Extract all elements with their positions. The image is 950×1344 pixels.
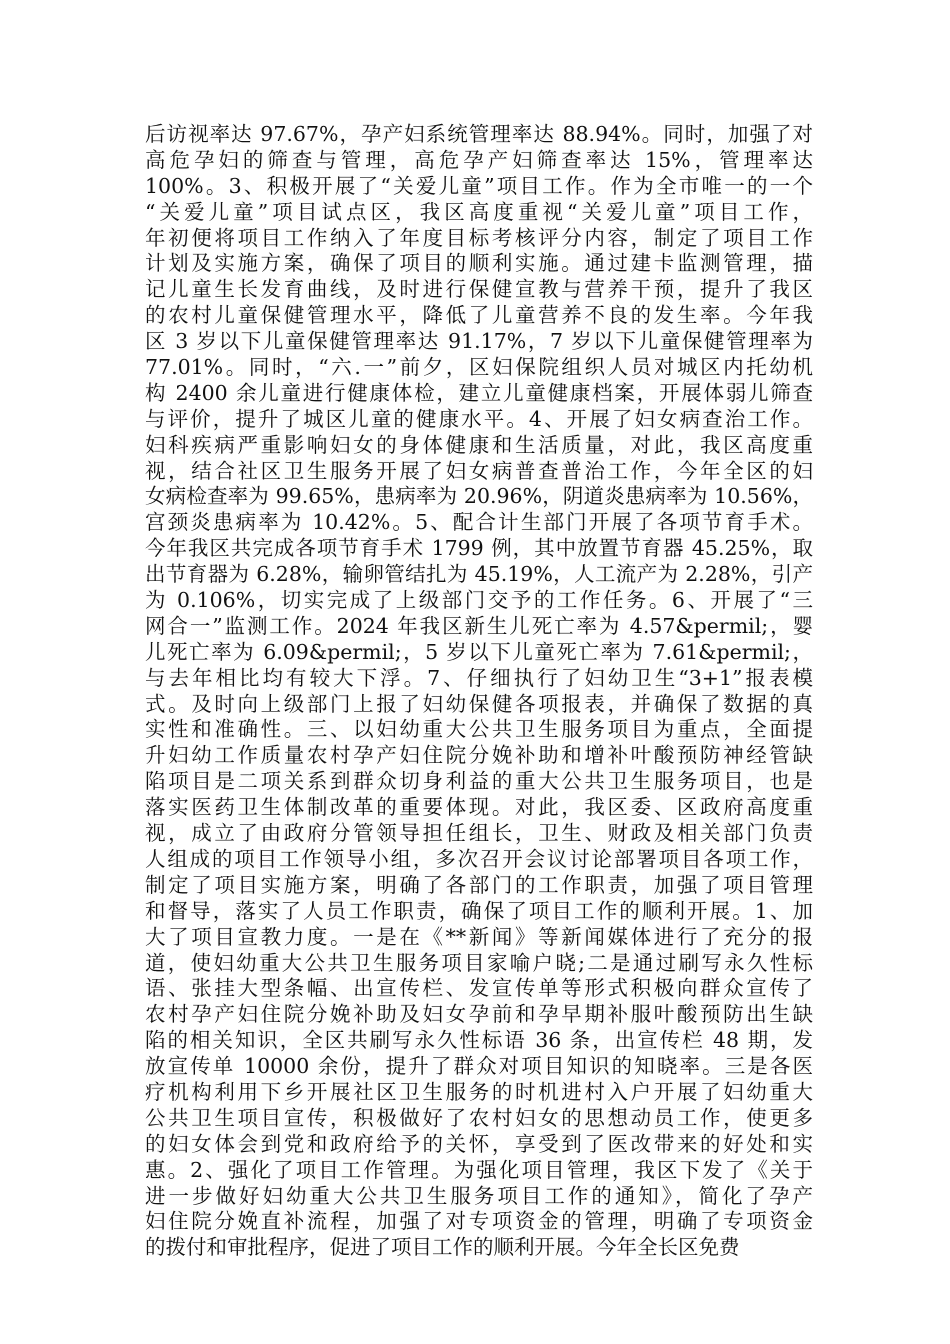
text-line: 区 3 岁以下儿童保健管理率达 91.17%，7 岁以下儿童保健管理率为 [145,329,813,354]
text-line: 100%。3、积极开展了“关爱儿童”项目工作。作为全市唯一的一个 [145,173,813,198]
text-line: 计划及实施方案，确保了项目的顺利实施。通过建卡监测管理，描 [145,251,813,276]
text-line: 与去年相比均有较大下浮。7、仔细执行了妇幼卫生“3+1”报表模 [145,665,813,690]
text-line: 和督导，落实了人员工作职责，确保了项目工作的顺利开展。1、加 [145,898,813,923]
text-line: 视，成立了由政府分管领导担任组长，卫生、财政及相关部门负责 [145,821,813,846]
text-line: 为 0.106%，切实完成了上级部门交予的工作任务。6、开展了“三 [145,588,813,613]
text-line: 今年我区共完成各项节育手术 1799 例，其中放置节育器 45.25%，取 [145,536,813,561]
text-line: 陷项目是二项关系到群众切身利益的重大公共卫生服务项目，也是 [145,769,813,794]
body-text [145,122,813,1261]
text-line: 升妇幼工作质量农村孕产妇住院分娩补助和增补叶酸预防神经管缺 [145,743,813,768]
text-line: 网合一”监测工作。2024 年我区新生儿死亡率为 4.57&permil;，婴 [145,613,813,638]
text-line: 大了项目宣教力度。一是在《**新闻》等新闻媒体进行了充分的报 [145,924,813,949]
text-line: 记儿童生长发育曲线，及时进行保健宣教与营养干预，提升了我区 [145,277,813,302]
text-line: 式。及时向上级部门上报了妇幼保健各项报表，并确保了数据的真 [145,691,813,716]
text-line: 道，使妇幼重大公共卫生服务项目家喻户晓;二是通过刷写永久性标 [145,950,813,975]
text-line: 的妇女体会到党和政府给予的关怀，享受到了医改带来的好处和实 [145,1131,813,1156]
text-line: 视，结合社区卫生服务开展了妇女病普查普治工作，今年全区的妇 [145,458,813,483]
text-line: 高危孕妇的筛查与管理，高危孕产妇筛查率达 15%，管理率达 [145,147,813,172]
text-line: 语、张挂大型条幅、出宣传栏、发宣传单等形式积极向群众宣传了 [145,976,813,1001]
text-line: 疗机构利用下乡开展社区卫生服务的时机进村入户开展了妇幼重大 [145,1079,813,1104]
text-line: 妇住院分娩直补流程，加强了对专项资金的管理，明确了专项资金 [145,1209,813,1234]
text-line: 进一步做好妇幼重大公共卫生服务项目工作的通知》，简化了孕产 [145,1183,813,1208]
text-line: 实性和准确性。三、以妇幼重大公共卫生服务项目为重点，全面提 [145,717,813,742]
text-line: 放宣传单 10000 余份，提升了群众对项目知识的知晓率。三是各医 [145,1054,813,1079]
text-line: 妇科疾病严重影响妇女的身体健康和生活质量，对此，我区高度重 [145,432,813,457]
text-line: 构 2400 余儿童进行健康体检，建立儿童健康档案，开展体弱儿筛查 [145,380,813,405]
text-line: 年初便将项目工作纳入了年度目标考核评分内容，制定了项目工作 [145,225,813,250]
text-line: 出节育器为 6.28%，输卵管结扎为 45.19%，人工流产为 2.28%，引产 [145,562,813,587]
text-line: 陷的相关知识，全区共刷写永久性标语 36 条，出宣传栏 48 期，发 [145,1028,813,1053]
text-line: 惠。2、强化了项目工作管理。为强化项目管理，我区下发了《关于 [145,1157,813,1182]
text-line: “关爱儿童”项目试点区，我区高度重视“关爱儿童”项目工作， [145,199,813,224]
text-line: 宫颈炎患病率为 10.42%。5、配合计生部门开展了各项节育手术。 [145,510,813,535]
text-line: 女病检查率为 99.65%，患病率为 20.96%，阴道炎患病率为 10.56%， [145,484,813,509]
text-line: 人组成的项目工作领导小组，多次召开会议讨论部署项目各项工作， [145,846,813,871]
text-line: 与评价，提升了城区儿童的健康水平。4、开展了妇女病查治工作。 [145,406,813,431]
text-line: 77.01%。同时，“六.一”前夕，区妇保院组织人员对城区内托幼机 [145,355,813,380]
text-line: 农村孕产妇住院分娩补助及妇女孕前和孕早期补服叶酸预防出生缺 [145,1002,813,1027]
text-line: 制定了项目实施方案，明确了各部门的工作职责，加强了项目管理 [145,872,813,897]
text-line: 的农村儿童保健管理水平，降低了儿童营养不良的发生率。今年我 [145,303,813,328]
text-line: 公共卫生项目宣传，积极做好了农村妇女的思想动员工作，使更多 [145,1105,813,1130]
text-line: 的拨付和审批程序，促进了项目工作的顺利开展。今年全长区免费 [145,1235,740,1260]
text-line: 儿死亡率为 6.09&permil;，5 岁以下儿童死亡率为 7.61&permil;， [145,639,813,664]
text-line: 落实医药卫生体制改革的重要体现。对此，我区委、区政府高度重 [145,795,813,820]
text-line: 后访视率达 97.67%，孕产妇系统管理率达 88.94%。同时，加强了对 [145,122,813,146]
